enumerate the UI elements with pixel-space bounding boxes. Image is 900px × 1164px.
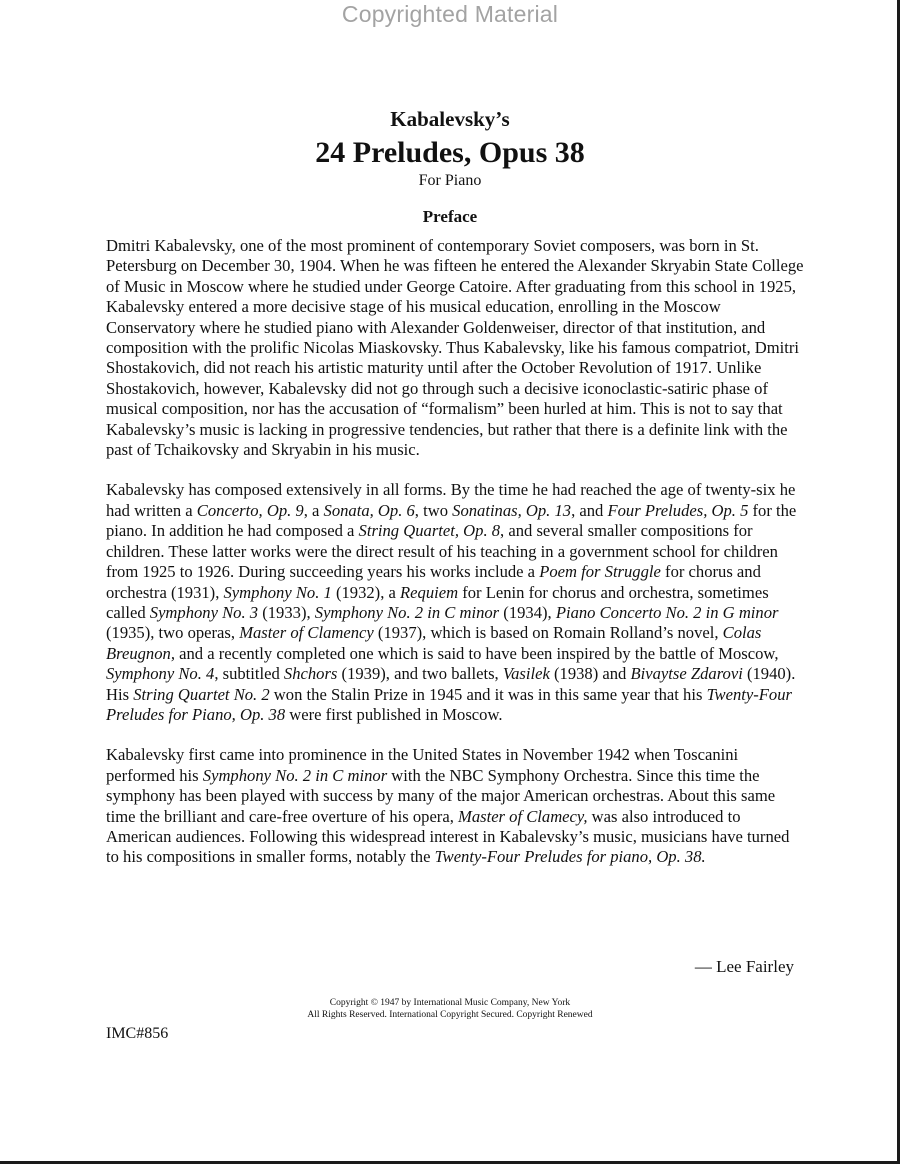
composer-name: Kabalevsky’s [390,107,510,131]
text-run: for the piano. In addition he had composed a [106,500,797,541]
work-title-italic: String Quartet No. 2 [133,684,270,704]
text-run: won the Stalin Prize in 1945 and it was in this same year that his [269,684,707,704]
work-title-italic: Symphony No. 4 [106,664,215,684]
text-run: for chorus and orchestra (1931), [106,562,761,602]
text-run: were first published in Moscow. [285,704,503,724]
text-run: Dmitri Kabalevsky, one of the most prominent of contemporary Soviet composers, was born in St. Petersburg on December 30, 1904. When he was fifteen he entered the Alexander Skryabin State College of Music in Moscow where he studied under George Catoire. After graduating from this school in 1925, Kabalevsky entered a more decisive stage of his musical education, enrolling in the Moscow Conservatory where he studied piano with Alexander Goldenweiser, director of that institution, and composition with the prolific Nicolas Miaskovsky. Thus Kabalevsky, like his famous compatriot, Dmitri Shostakovich, did not reach his artistic maturity until after the October Revolution of 1917. Unlike Shostakovich, however, Kabalevsky did not go through such a decisive iconoclastic-satiric phase of musical composition, nor has the accusation of “formalism” been hurled at him. This is not to say that Kabalevsky’s music is lacking in progressive tendencies, but rather that there is a definite link with the past of Tchaikovsky and Skryabin in his music. [106,236,804,460]
text-run: for Lenin for chorus and orchestra, sometimes called [106,582,769,622]
title-block [0,106,900,227]
text-run: (1940). His [106,664,796,704]
work-title-italic: Requiem [400,582,459,602]
instrument-subtitle: For Piano [418,172,482,189]
copyright-line-2: All Rights Reserved. International Copyright Secured. Copyright Renewed [307,1010,593,1020]
preface-paragraph-2 [106,480,806,725]
text-run: , and [571,500,608,520]
text-run: (1934), [499,602,556,622]
preface-paragraph-3 [106,745,806,867]
text-run: (1939), and two ballets, [337,664,503,684]
work-title-italic: Symphony No. 1 [223,582,332,602]
text-run: with the NBC Symphony Orchestra. Since this time the symphony has been played with success by many of the major American orchestras. About this same time the brilliant and care-free overture of his opera, [106,765,776,826]
copyrighted-material-watermark: Copyrighted Material [341,1,559,27]
text-run: , a [303,500,324,520]
preface-body [106,236,806,888]
text-run: (1933), [258,602,315,622]
work-title-italic: Twenty-Four Preludes for Piano, Op. 38 [106,684,792,724]
work-title-italic: Master of Clamency [239,623,374,643]
text-run: (1937), which is based on Romain Rolland’s novel, [373,623,723,643]
text-run: , subtitled [214,664,284,684]
work-title-italic: Vasilek [502,664,550,684]
work-title-italic: Twenty-Four Preludes for piano, Op. 38. [434,847,706,867]
preface-paragraph-1 [106,236,806,460]
work-title-italic: Shchors [283,664,338,684]
text-run: (1938) and [549,664,631,684]
work-title-italic: Symphony No. 2 in C minor [314,602,500,622]
text-run: and a recently completed one which is said to have been inspired by the battle of Moscow, [174,643,779,663]
work-title-italic: String Quartet, Op. 8 [358,521,501,541]
text-run: Kabalevsky has composed extensively in all forms. By the time he had reached the age of twenty-six he had written a [106,480,796,520]
work-title-italic: Four Preludes, Op. 5 [607,500,749,520]
work-title-italic: Sonata, Op. 6 [323,500,415,520]
work-title-italic: Bivaytse Zdarovi [630,664,743,684]
text-run: , two [414,500,453,520]
work-title-italic: Symphony No. 2 in C minor [202,765,388,785]
work-title-italic: Piano Concerto No. 2 in G minor [555,602,779,622]
work-title: 24 Preludes, Opus 38 [315,136,585,169]
work-title-italic: Symphony No. 3 [149,602,259,622]
text-run: (1932), a [331,582,401,602]
work-title-italic: Concerto, Op. 9 [196,500,304,520]
text-run: Kabalevsky first came into prominence in the United States in November 1942 when Toscanini performed his [106,745,739,785]
text-run: (1935), two operas, [106,623,240,643]
copyright-line-1: Copyright © 1947 by International Music Company, New York [329,998,571,1008]
author-signature: — Lee Fairley [694,957,794,976]
text-run: , and several smaller compositions for children. These latter works were the direct result of his teaching in a government school for children from 1925 to 1926. During succeeding years his works include a [106,521,778,582]
copyright-notice [0,997,900,1021]
work-title-italic: Poem for Struggle [539,562,661,582]
catalog-number: IMC#856 [106,1025,169,1042]
work-title-italic: Master of Clamecy, [458,806,588,826]
work-title-italic: Sonatinas, Op. 13 [452,500,572,520]
work-title-italic: Colas Breugnon, [106,623,762,663]
preface-heading: Preface [422,207,478,226]
text-run: was also introduced to American audiences. Following this widespread interest in Kabalevsky’s music, musicians have turned to his compositions in smaller forms, notably the [106,806,790,867]
